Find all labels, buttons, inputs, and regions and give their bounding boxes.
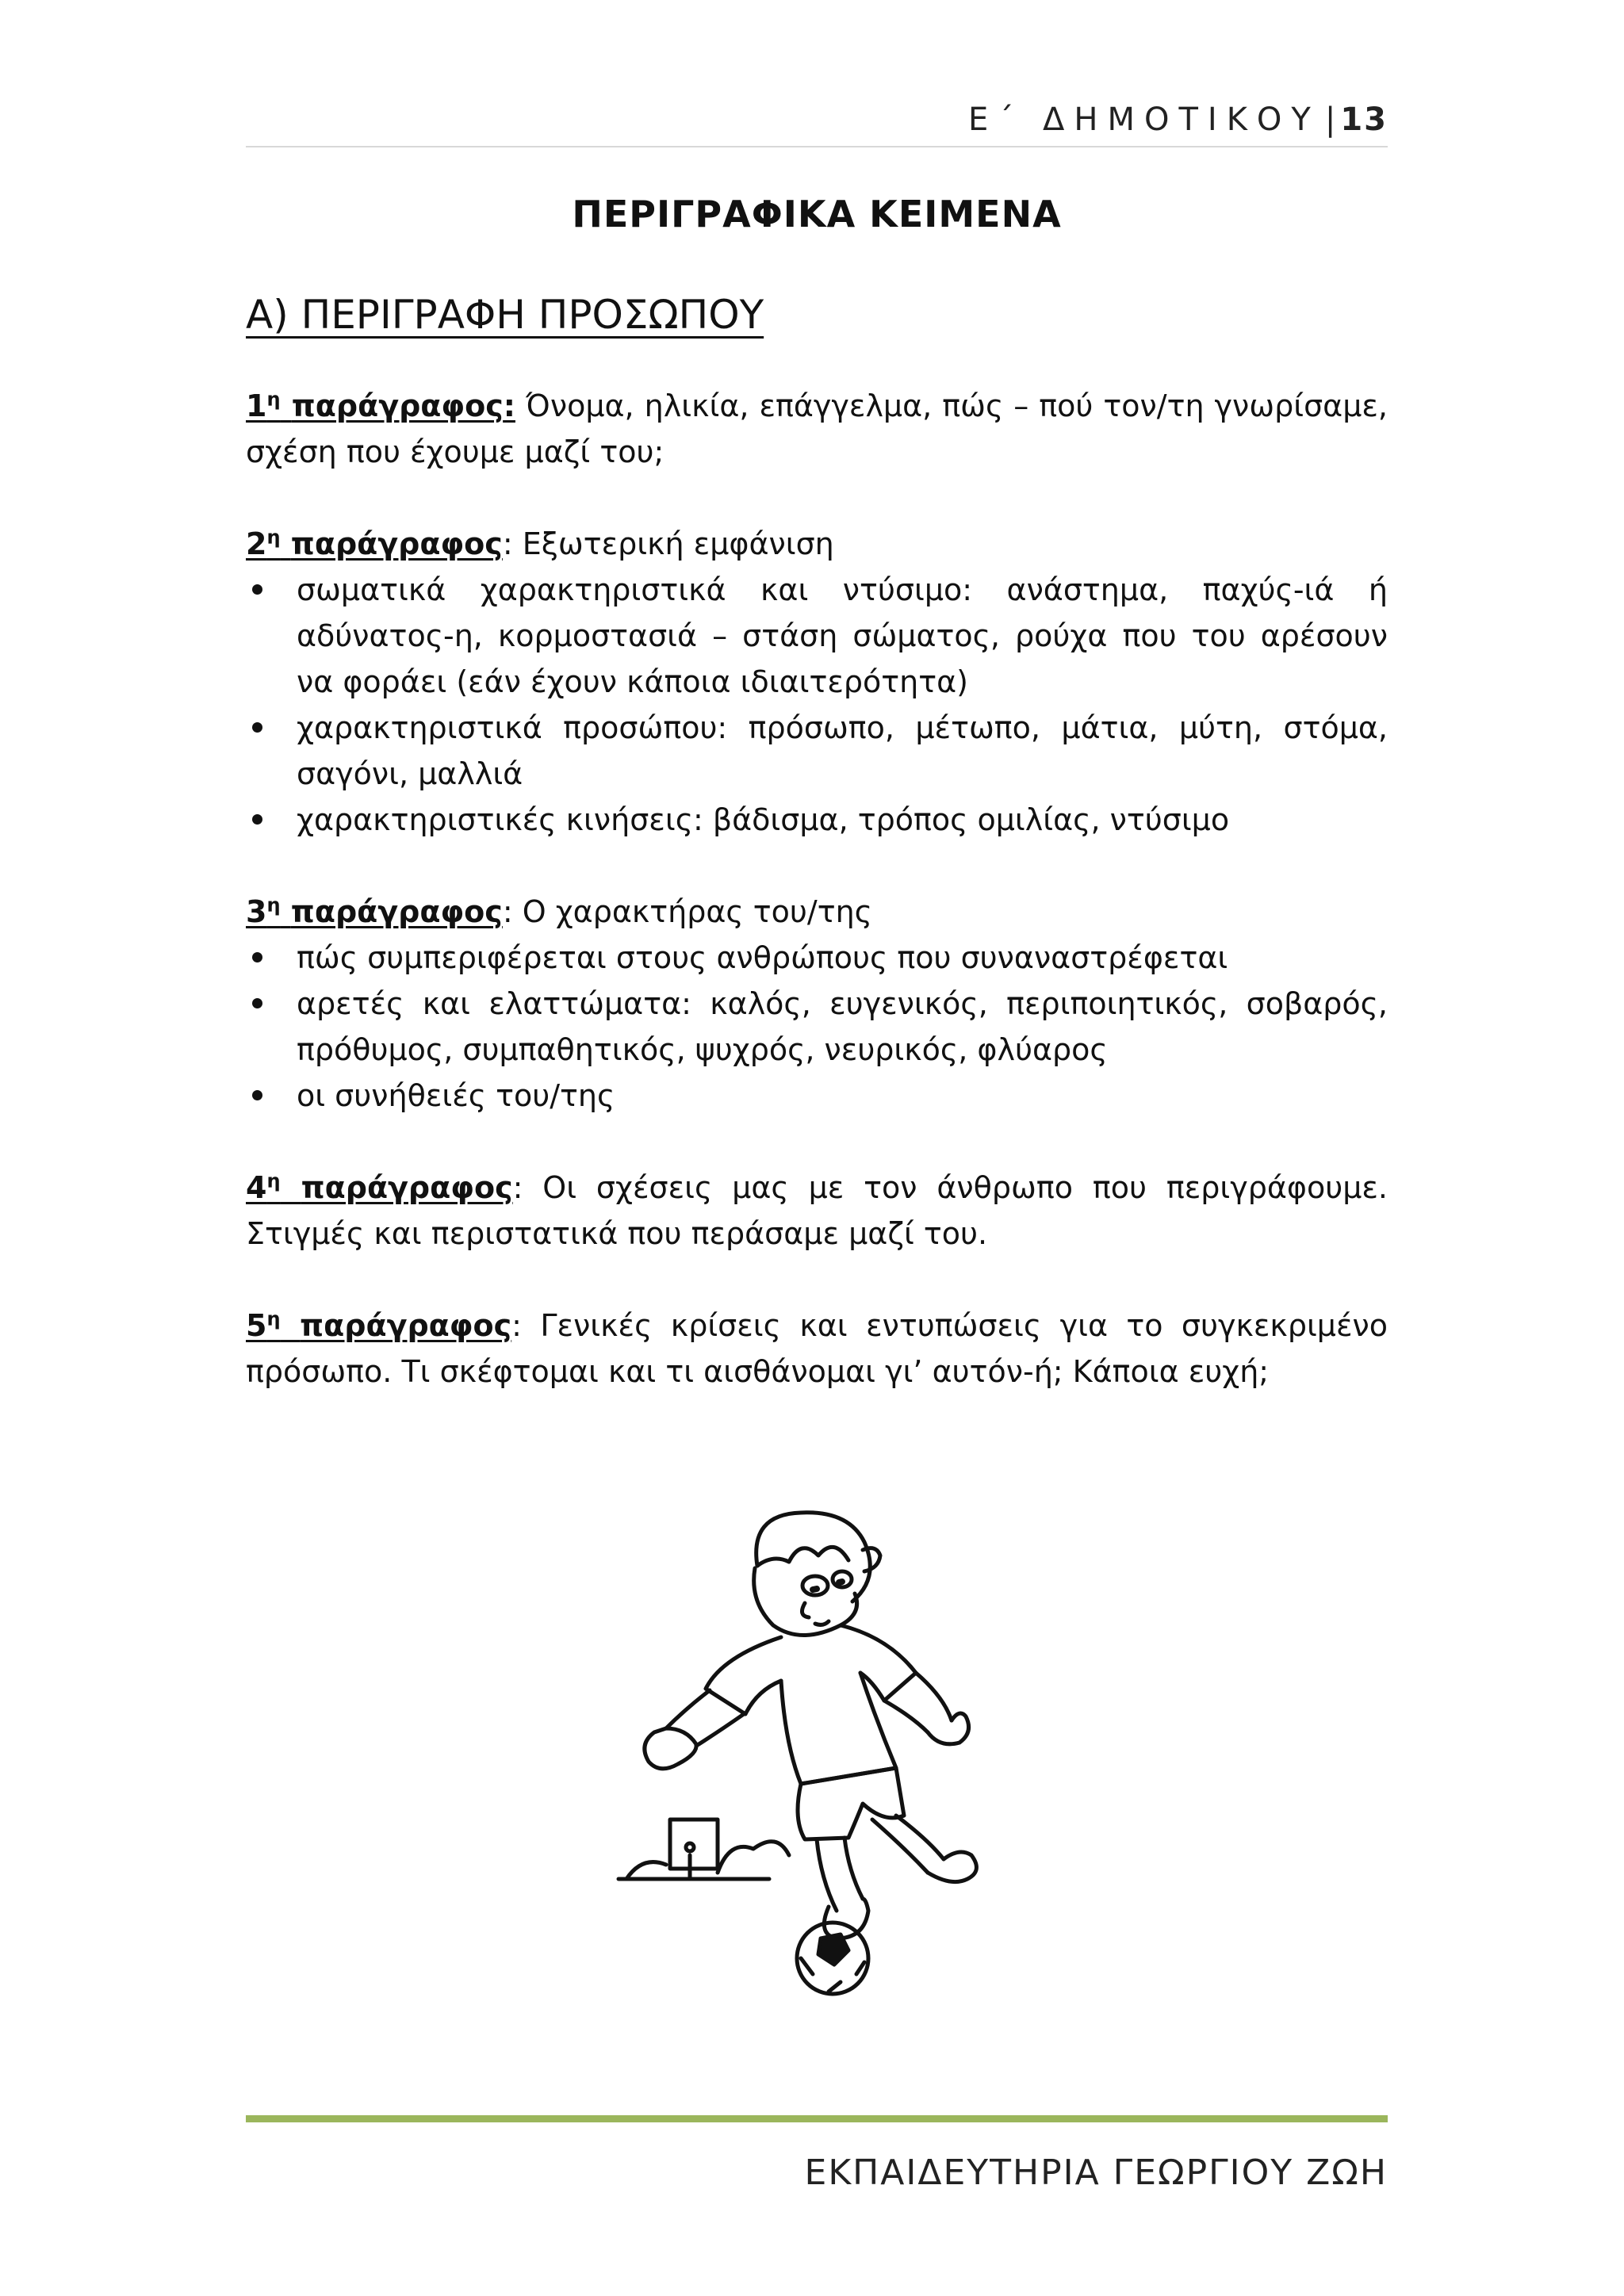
list-item <box>246 797 1388 843</box>
bullet-list-character <box>246 935 1388 1119</box>
header-text: Ε΄ ΔΗΜΟΤΙΚΟΥ <box>968 101 1320 138</box>
paragraph-word: παράγραφος <box>290 894 503 929</box>
boy-kicking-soccer-ball-icon <box>611 1506 1023 1998</box>
paragraph-colon: : <box>502 894 513 929</box>
paragraph-text: Όνομα, ηλικία, επάγγελμα, πώς – πού τον/τη γνωρίσαμε, σχέση που έχουμε μαζί του; <box>246 388 1388 469</box>
paragraph-label <box>246 1170 513 1205</box>
page-number: 13 <box>1340 101 1388 138</box>
paragraph-colon: : <box>502 526 513 561</box>
paragraph-colon: : <box>503 388 515 423</box>
paragraph-text: Εξωτερική εμφάνιση <box>512 526 834 561</box>
page-header <box>246 101 1388 138</box>
paragraph-4 <box>246 1165 1388 1257</box>
list-item-text: αρετές και ελαττώματα: καλός, ευγενικός, περιποιητικός, σοβαρός, πρόθυμος, συμπαθητικός, ψυχρός, νευρικός, φλύαρος <box>297 986 1388 1067</box>
paragraph-text: Ο χαρακτήρας του/της <box>512 894 872 929</box>
list-item <box>246 981 1388 1073</box>
paragraph-word: παράγραφος <box>291 388 504 423</box>
paragraph-word: παράγραφος <box>300 1308 512 1343</box>
paragraph-2 <box>246 521 1388 567</box>
paragraph-word: παράγραφος <box>301 1170 513 1205</box>
paragraph-label <box>246 526 503 561</box>
bullet-icon <box>252 814 262 825</box>
paragraph-3 <box>246 889 1388 935</box>
paragraph-word: παράγραφος <box>290 526 503 561</box>
list-item-text: πώς συμπεριφέρεται στους ανθρώπους που συναναστρέφεται <box>297 940 1228 975</box>
paragraph-ordinal: η <box>266 1169 281 1192</box>
list-item <box>246 567 1388 705</box>
header-rule <box>246 146 1388 147</box>
paragraph-number: 4 <box>246 1170 267 1205</box>
bullet-icon <box>252 1090 262 1100</box>
paragraph-colon: : <box>512 1170 523 1205</box>
paragraph-label <box>246 894 503 929</box>
paragraph-ordinal: η <box>266 526 281 549</box>
header-separator: | <box>1324 101 1336 138</box>
paragraph-text: Γενικές κρίσεις και εντυπώσεις για το συγκεκριμένο πρόσωπο. Τι σκέφτομαι και τι αισθάνομαι γι’ αυτόν-ή; Κάποια ευχή; <box>246 1308 1388 1389</box>
paragraph-colon: : <box>511 1308 522 1343</box>
paragraph-1 <box>246 383 1388 475</box>
section-title: Α) ΠΕΡΙΓΡΑΦΗ ΠΡΟΣΩΠΟΥ <box>246 292 764 338</box>
paragraph-number: 5 <box>246 1308 267 1343</box>
list-item <box>246 705 1388 797</box>
paragraph-ordinal: η <box>266 388 281 411</box>
paragraph-number: 1 <box>246 388 267 423</box>
bullet-icon <box>252 952 262 962</box>
bullet-list-appearance <box>246 567 1388 843</box>
bullet-icon <box>252 998 262 1008</box>
list-item-text: σωματικά χαρακτηριστικά και ντύσιμο: ανάστημα, παχύς-ιά ή αδύνατος-η, κορμοστασιά – στάση σώματος, ρούχα που του αρέσουν να φοράει (εάν έχουν κάποια ιδιαιτερότητα) <box>297 572 1388 699</box>
list-item-text: χαρακτηριστικές κινήσεις: βάδισμα, τρόπος ομιλίας, ντύσιμο <box>297 802 1230 837</box>
paragraph-label <box>246 388 515 423</box>
paragraph-5 <box>246 1303 1388 1395</box>
list-item-text: χαρακτηριστικά προσώπου: πρόσωπο, μέτωπο, μάτια, μύτη, στόμα, σαγόνι, μαλλιά <box>297 710 1388 791</box>
paragraph-text: Οι σχέσεις μας με τον άνθρωπο που περιγράφουμε. Στιγμές και περιστατικά που περάσαμε μαζί του. <box>246 1170 1388 1251</box>
paragraph-label <box>246 1308 511 1343</box>
list-item <box>246 935 1388 981</box>
paragraph-number: 2 <box>246 526 267 561</box>
paragraph-number: 3 <box>246 894 267 929</box>
paragraph-ordinal: η <box>266 894 281 916</box>
list-item <box>246 1073 1388 1119</box>
list-item-text: οι συνήθειές του/της <box>297 1078 615 1113</box>
paragraph-ordinal: η <box>266 1307 281 1330</box>
page-footer: ΕΚΠΑΙΔΕΥΤΗΡΙΑ ΓΕΩΡΓΙΟΥ ΖΩΗ <box>804 2152 1388 2193</box>
bullet-icon <box>252 584 262 595</box>
content <box>246 383 1388 1441</box>
bullet-icon <box>252 722 262 733</box>
page-title: ΠΕΡΙΓΡΑΦΙΚΑ ΚΕΙΜΕΝΑ <box>572 193 1062 235</box>
footer-rule <box>246 2115 1388 2122</box>
